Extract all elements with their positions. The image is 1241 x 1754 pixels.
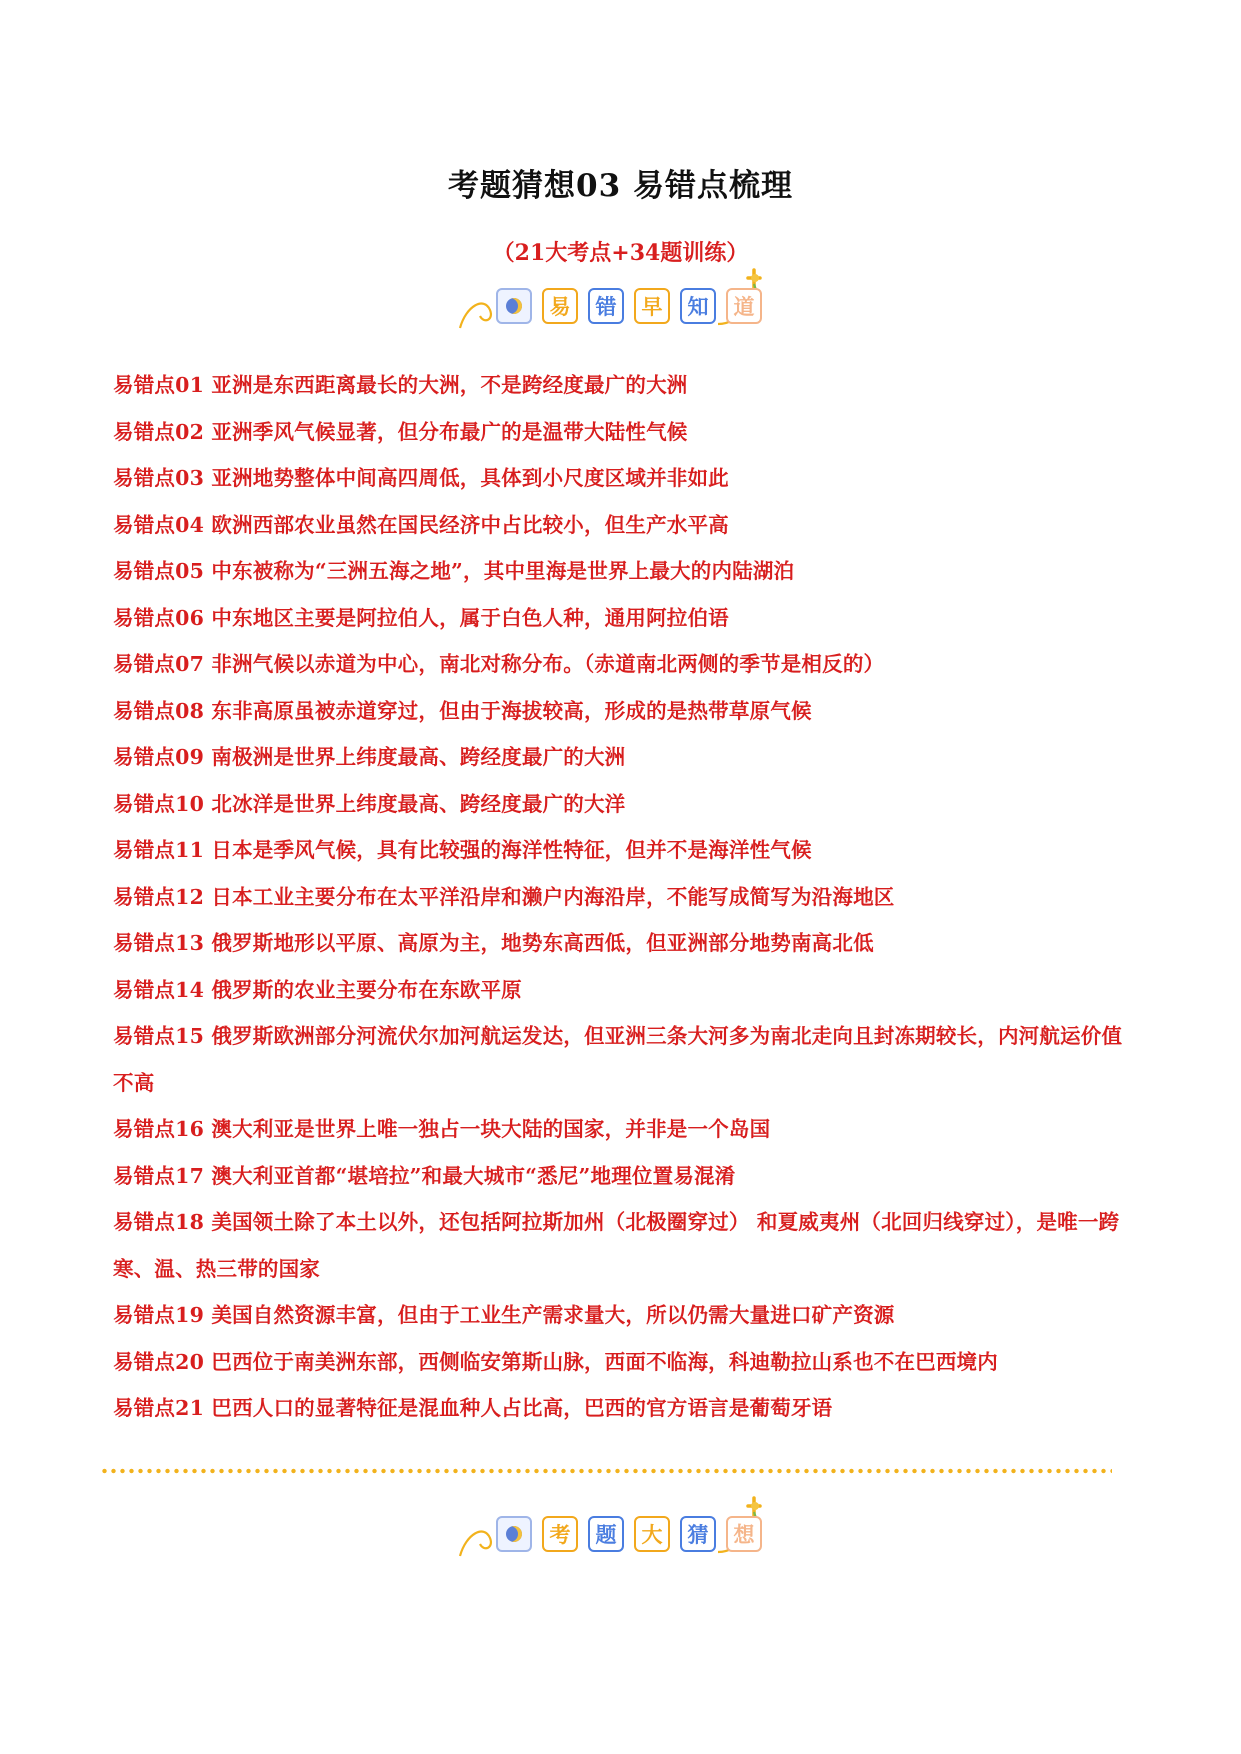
error-point-list — [113, 362, 1133, 1432]
list-item: 易错点10 北冰洋是世界上纬度最高、跨经度最广的大洋 — [113, 791, 626, 816]
page-title: 考题猜想03 易错点梳理 — [448, 168, 793, 204]
list-item: 易错点03 亚洲地势整体中间高四周低，具体到小尺度区域并非如此 — [113, 466, 729, 490]
globe-icon — [496, 288, 532, 324]
banner-top — [456, 266, 786, 336]
list-item: 易错点14 俄罗斯的农业主要分布在东欧平原 — [113, 977, 522, 1002]
banner-char: 题 — [588, 1516, 624, 1552]
list-item: 易错点17 澳大利亚首都“堪培拉”和最大城市“悉尼”地理位置易混淆 — [113, 1163, 736, 1188]
list-item: 易错点21 巴西人口的显著特征是混血种人占比高，巴西的官方语言是葡萄牙语 — [113, 1396, 833, 1420]
list-item: 易错点09 南极洲是世界上纬度最高、跨经度最广的大洲 — [113, 745, 626, 769]
banner-char: 道 — [726, 288, 762, 324]
banner-char: 猜 — [680, 1516, 716, 1552]
list-item: 易错点02 亚洲季风气候显著，但分布最广的是温带大陆性气候 — [113, 419, 688, 444]
list-item: 易错点06 中东地区主要是阿拉伯人，属于白色人种，通用阿拉伯语 — [113, 605, 729, 630]
banner-char: 错 — [588, 288, 624, 324]
globe-icon — [496, 1516, 532, 1552]
banner-char: 易 — [542, 288, 578, 324]
list-item: 易错点20 巴西位于南美洲东部，西侧临安第斯山脉，西面不临海，科迪勒拉山系也不在巴西境内 — [113, 1349, 998, 1374]
list-item: 易错点15 俄罗斯欧洲部分河流伏尔加河航运发达，但亚洲三条大河多为南北走向且封冻期较长，内河航运价值不高 — [113, 1024, 1123, 1095]
list-item: 易错点13 俄罗斯地形以平原、高原为主，地势东高西低，但亚洲部分地势南高北低 — [113, 931, 874, 955]
banner-char: 考 — [542, 1516, 578, 1552]
list-item: 易错点01 亚洲是东西距离最长的大洲，不是跨经度最广的大洲 — [113, 373, 688, 397]
page-subtitle: （21大考点+34题训练） — [492, 240, 749, 266]
list-item: 易错点07 非洲气候以赤道为中心，南北对称分布。（赤道南北两侧的季节是相反的） — [113, 652, 885, 676]
list-item: 易错点19 美国自然资源丰富，但由于工业生产需求量大，所以仍需大量进口矿产资源 — [113, 1303, 895, 1327]
banner-bottom — [456, 1494, 786, 1564]
list-item: 易错点12 日本工业主要分布在太平洋沿岸和濑户内海沿岸，不能写成简写为沿海地区 — [113, 884, 895, 909]
banner-char: 想 — [726, 1516, 762, 1552]
banner-char: 早 — [634, 288, 670, 324]
list-item: 易错点11 日本是季风气候，具有比较强的海洋性特征，但并不是海洋性气候 — [113, 838, 812, 862]
banner-char: 大 — [634, 1516, 670, 1552]
list-item: 易错点16 澳大利亚是世界上唯一独占一块大陆的国家，并非是一个岛国 — [113, 1117, 771, 1141]
banner-char: 知 — [680, 288, 716, 324]
list-item: 易错点18 美国领土除了本土以外，还包括阿拉斯加州（北极圈穿过） 和夏威夷州（北回归线穿过），是唯一跨寒、温、热三带的国家 — [113, 1210, 1120, 1281]
list-item: 易错点04 欧洲西部农业虽然在国民经济中占比较小，但生产水平高 — [113, 512, 729, 537]
dotted-divider — [100, 1468, 1112, 1474]
list-item: 易错点05 中东被称为“三洲五海之地”，其中里海是世界上最大的内陆湖泊 — [113, 559, 795, 583]
list-item: 易错点08 东非高原虽被赤道穿过，但由于海拔较高，形成的是热带草原气候 — [113, 698, 812, 723]
